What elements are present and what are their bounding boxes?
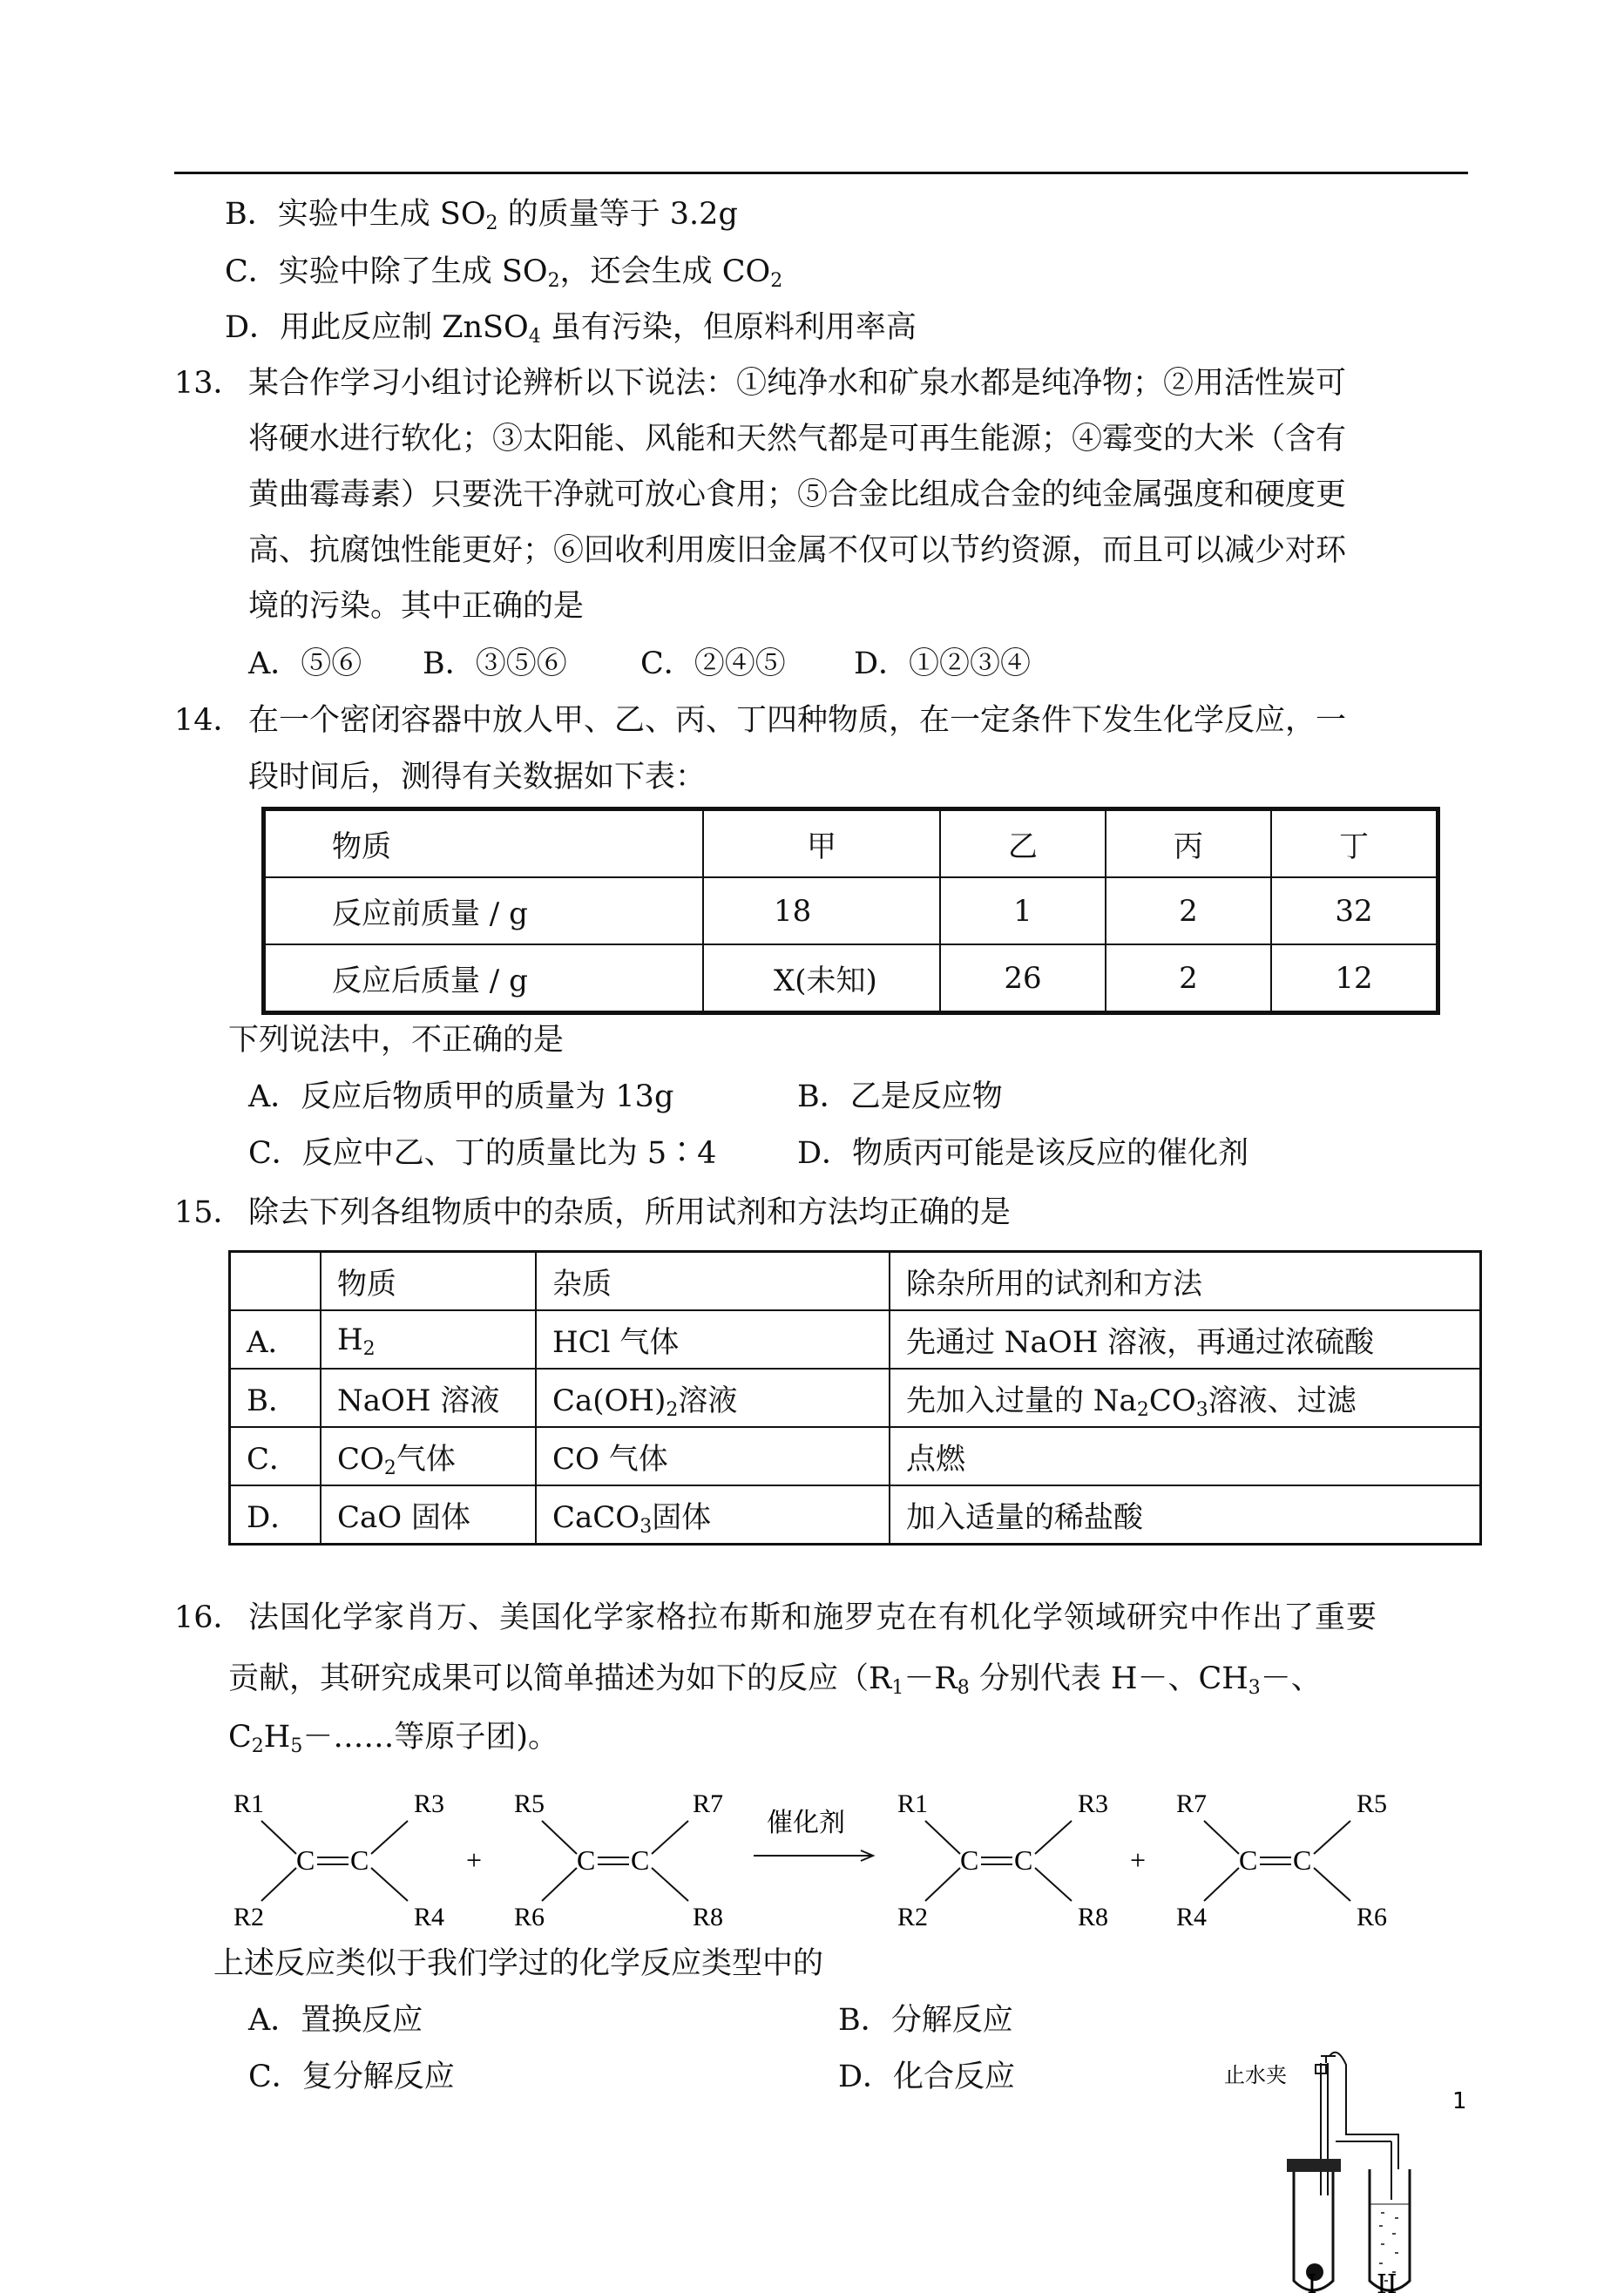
q13-line: 将硬水进行软化；③太阳能、风能和天然气都是可再生能源；④霉变的大米（含有 (248, 422, 1347, 457)
plus-sign: + (1130, 1844, 1147, 1876)
table-header-cell: 乙 (940, 809, 1106, 878)
header-rule (174, 172, 1468, 174)
table-cell: 1 (940, 877, 1106, 944)
table-cell: NaOH 溶液 (321, 1369, 536, 1427)
table-header-cell: 物质 (321, 1252, 536, 1311)
q13-line: 黄曲霉毒素）只要洗干净就可放心食用；⑤合金比组成合金的纯金属强度和硬度更 (248, 477, 1347, 512)
q12-option-d: D．用此反应制 ZnSO$_4$ 虽有污染，但原料利用率高 (225, 310, 917, 348)
table-header-cell: 丙 (1106, 809, 1271, 878)
q16-option-c[interactable]: C．复分解反应 (248, 2060, 455, 2094)
table-cell: D． (230, 1485, 321, 1545)
q14-line: 在一个密闭容器中放人甲、乙、丙、丁四种物质，在一定条件下发生化学反应，一 (248, 703, 1347, 738)
q16-line: 法国化学家肖万、美国化学家格拉布斯和施罗克在有机化学领域研究中作出了重要 (248, 1600, 1378, 1635)
r-label: R5 (514, 1789, 545, 1818)
q16-line: 贡献，其研究成果可以简单描述为如下的反应（$R_1-R_8$ 分别代表 H－、$CH_3-$、 (228, 1661, 1322, 1699)
q16-option-a[interactable]: A．置换反应 (248, 2003, 423, 2038)
table-header-cell: 除杂所用的试剂和方法 (890, 1252, 1481, 1311)
tube-label: I (1307, 2269, 1317, 2293)
table-cell: CaCO$_3$固体 (536, 1485, 890, 1545)
q14-option-d[interactable]: D．物质丙可能是该反应的催化剂 (797, 1136, 1249, 1171)
r-label: R7 (1176, 1789, 1208, 1818)
reactant-molecule-2 (514, 1789, 723, 1931)
r-label: R7 (693, 1789, 724, 1818)
q13-option-b[interactable]: B．③⑤⑥ (423, 646, 567, 681)
table-cell: X(未知) (703, 944, 940, 1013)
product-molecule-1 (897, 1789, 1108, 1931)
svg-text:C: C (577, 1844, 596, 1876)
product-molecule-2 (1176, 1789, 1387, 1931)
table-row (264, 944, 1438, 1013)
r-label: R8 (1078, 1903, 1109, 1931)
table-cell: CaO 固体 (321, 1485, 536, 1545)
table-cell: 加入适量的稀盐酸 (890, 1485, 1481, 1545)
table-header-cell: 甲 (703, 809, 940, 878)
q13-option-c[interactable]: C．②④⑤ (640, 646, 786, 681)
q14-option-a[interactable]: A．反应后物质甲的质量为 13g (248, 1079, 674, 1114)
table-cell: 反应前质量 / g (264, 877, 704, 944)
q13-line: 高、抗腐蚀性能更好；⑥回收利用废旧金属不仅可以节约资源，而且可以减少对环 (248, 533, 1347, 568)
table-row (264, 877, 1438, 944)
glass-tube (1330, 2053, 1398, 2169)
table-cell: 反应后质量 / g (264, 944, 704, 1013)
q12-option-b: B．实验中生成 $SO_2$ 的质量等于 3.2g (225, 197, 738, 234)
q13-number: 13． (174, 366, 244, 401)
table-cell: 点燃 (890, 1427, 1481, 1485)
table-header-cell: 丁 (1271, 809, 1438, 878)
q16-line: $C_2H_5-\dots\dots$等原子团)。 (228, 1720, 558, 1757)
table-row (230, 1485, 1481, 1545)
table-header-cell: 物质 (264, 809, 704, 878)
reactant-molecule-1 (233, 1789, 444, 1931)
q14-number: 14． (174, 703, 244, 738)
r-label: R5 (1357, 1789, 1388, 1818)
table-cell: C． (230, 1427, 321, 1485)
table-row (230, 1369, 1481, 1427)
q16-number: 16． (174, 1600, 244, 1635)
clamp-label: 止水夹 (1224, 2063, 1287, 2087)
r-label: R2 (233, 1903, 265, 1931)
table-cell: $CO_2$气体 (321, 1427, 536, 1485)
table-cell: CO 气体 (536, 1427, 890, 1485)
q13-option-d[interactable]: D．①②③④ (854, 646, 1032, 681)
q14-option-c[interactable]: C．反应中乙、丁的质量比为 5∶4 (248, 1136, 717, 1171)
r-label: R3 (1078, 1789, 1109, 1818)
table-cell: B． (230, 1369, 321, 1427)
table-cell: 26 (940, 944, 1106, 1013)
rubber-stopper (1287, 2159, 1341, 2172)
reaction-equation (227, 1777, 1464, 1934)
q16-option-b[interactable]: B．分解反应 (838, 2003, 1013, 2038)
q15-number: 15． (174, 1195, 244, 1230)
plus-sign: + (466, 1844, 483, 1876)
svg-text:C: C (296, 1844, 315, 1876)
table-row (230, 1427, 1481, 1485)
svg-text:C: C (631, 1844, 650, 1876)
svg-text:C: C (960, 1844, 979, 1876)
reaction-arrow (754, 1809, 873, 1861)
table-cell: 先加入过量的 $Na_2CO_3$溶液、过滤 (890, 1369, 1481, 1427)
q13-line: 境的污染。其中正确的是 (248, 589, 585, 624)
table-row (230, 1310, 1481, 1369)
table-cell: 先通过 NaOH 溶液，再通过浓硫酸 (890, 1310, 1481, 1369)
q12-option-c: C．实验中除了生成 $SO_2$，还会生成 $CO_2$ (225, 254, 783, 292)
svg-text:C: C (1014, 1844, 1033, 1876)
q15-question: 除去下列各组物质中的杂质，所用试剂和方法均正确的是 (248, 1195, 1012, 1230)
r-label: R1 (233, 1789, 265, 1818)
r-label: R6 (1357, 1903, 1388, 1931)
apparatus-figure (1224, 2047, 1468, 2293)
table-header-cell (230, 1252, 321, 1311)
q14-line: 段时间后，测得有关数据如下表： (248, 760, 707, 795)
r-label: R1 (897, 1789, 929, 1818)
page-number: 1 (1452, 2088, 1467, 2114)
table-cell: A． (230, 1310, 321, 1369)
catalyst-label: 催化剂 (767, 1809, 845, 1837)
table-header-cell: 杂质 (536, 1252, 890, 1311)
table-cell: HCl 气体 (536, 1310, 890, 1369)
svg-text:C: C (350, 1844, 369, 1876)
q16-question: 上述反应类似于我们学过的化学反应类型中的 (213, 1946, 824, 1981)
r-label: R6 (514, 1903, 545, 1931)
r-label: R8 (693, 1903, 724, 1931)
q14-prompt: 下列说法中，不正确的是 (228, 1023, 565, 1058)
r-label: R3 (414, 1789, 445, 1818)
table-cell: 32 (1271, 877, 1438, 944)
table-cell: $Ca(OH)_2$溶液 (536, 1369, 890, 1427)
table-cell: 2 (1106, 944, 1271, 1013)
table-cell: $H_2$ (321, 1310, 536, 1369)
q13-option-a[interactable]: A．⑤⑥ (248, 646, 362, 681)
tube-label: II (1377, 2269, 1397, 2293)
q14-option-b[interactable]: B．乙是反应物 (797, 1079, 1003, 1114)
svg-text:C: C (1239, 1844, 1258, 1876)
table-cell: 2 (1106, 877, 1271, 944)
q14-data-table (261, 807, 1440, 1015)
r-label: R4 (414, 1903, 445, 1931)
q16-option-d[interactable]: D．化合反应 (838, 2060, 1016, 2094)
r-label: R4 (1176, 1903, 1208, 1931)
table-cell: 12 (1271, 944, 1438, 1013)
q13-line: 某合作学习小组讨论辨析以下说法：①纯净水和矿泉水都是纯净物；②用活性炭可 (248, 366, 1347, 401)
q15-table (228, 1250, 1482, 1546)
r-label: R2 (897, 1903, 929, 1931)
table-cell: 18 (703, 877, 940, 944)
table-header-row (230, 1252, 1481, 1311)
table-header-row (264, 809, 1438, 878)
svg-text:C: C (1293, 1844, 1312, 1876)
